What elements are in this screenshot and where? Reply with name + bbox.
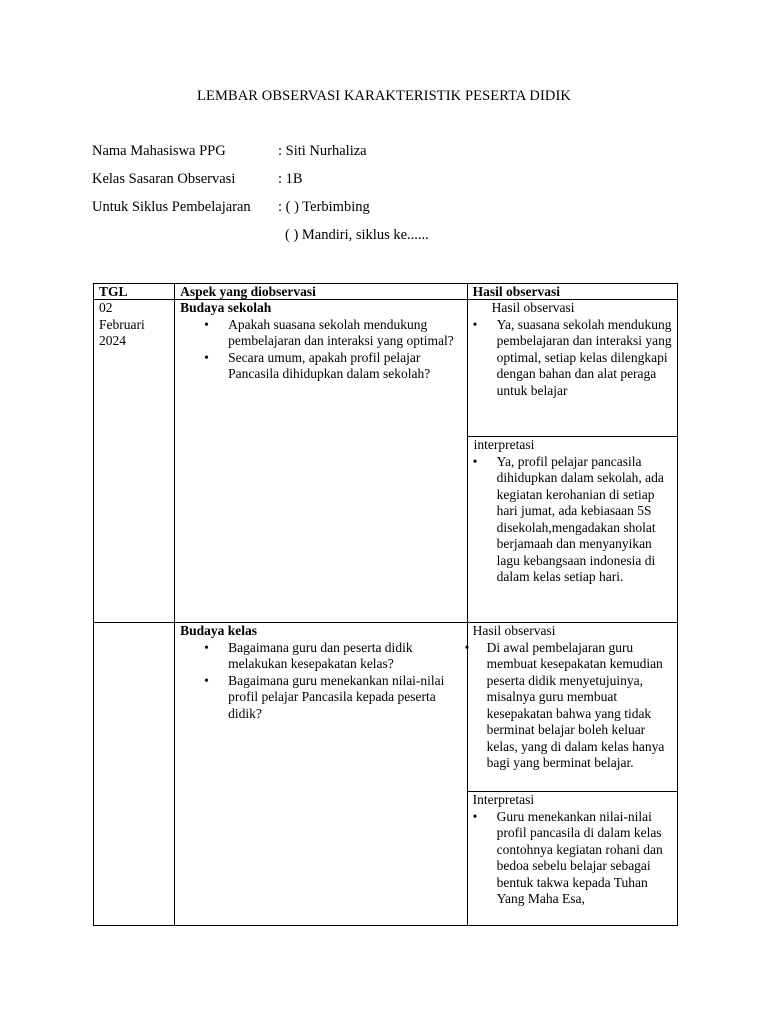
interpretasi-list: [473, 454, 672, 586]
list-item: • Di awal pembelajaran guru membuat kesepakatan kemudian peserta didik menyetujuinya, misalnya guru membuat kesepakatan bahwa yang tidak berminat belajar boleh keluar kelas, yang di dalam kelas hanya bagi yang berminat belajar.: [487, 640, 672, 772]
header-hasil: Hasil observasi: [467, 284, 677, 300]
info-siklus: [92, 199, 370, 216]
interpretasi-label: Interpretasi: [472, 792, 535, 807]
aspek-title: Budaya kelas: [180, 623, 258, 638]
info-kelas-value: : 1B: [278, 171, 303, 187]
hasil-label: Hasil observasi: [491, 300, 575, 315]
cell-hasil: [467, 300, 677, 623]
aspek-list: [180, 640, 462, 723]
header-tgl: TGL: [94, 284, 175, 300]
info-nama-value: : Siti Nurhaliza: [278, 143, 367, 159]
interpretasi-section: [473, 792, 672, 908]
cell-aspek: [175, 300, 468, 623]
list-item: • Ya, suasana sekolah mendukung pembelajaran dan interaksi yang optimal, setiap kelas dilengkapi dengan bahan dan alat peraga untuk belajar: [497, 317, 672, 400]
info-siklus-label: Untuk Siklus Pembelajaran: [92, 199, 251, 215]
table-row: [94, 300, 678, 623]
tgl-year: 2024: [99, 333, 126, 348]
table-header-row: [94, 284, 678, 300]
hasil-section: [473, 623, 672, 791]
list-item: • Bagaimana guru dan peserta didik melakukan kesepakatan kelas?: [228, 640, 462, 673]
hasil-section: [473, 300, 672, 436]
cell-tgl: [94, 623, 175, 926]
info-nama: [92, 143, 367, 160]
hasil-list: [473, 640, 672, 772]
cell-aspek: [175, 623, 468, 926]
hasil-label: Hasil observasi: [472, 623, 556, 638]
aspek-title: Budaya sekolah: [180, 300, 272, 315]
list-item: • Bagaimana guru menekankan nilai-nilai profil pelajar Pancasila kepada peserta didik?: [228, 673, 462, 723]
table-row: [94, 623, 678, 926]
cell-hasil: [467, 623, 677, 926]
interpretasi-section: [473, 437, 672, 586]
header-aspek: Aspek yang diobservasi: [175, 284, 468, 300]
observation-table: [93, 283, 678, 926]
list-item: • Secara umum, apakah profil pelajar Pancasila dihidupkan dalam sekolah?: [228, 350, 462, 383]
info-siklus-mandiri: ( ) Mandiri, siklus ke......: [285, 227, 429, 243]
document-title: LEMBAR OBSERVASI KARAKTERISTIK PESERTA DIDIK: [197, 88, 571, 104]
info-nama-label: Nama Mahasiswa PPG: [92, 143, 226, 159]
cell-tgl: [94, 300, 175, 623]
list-item: • Apakah suasana sekolah mendukung pembelajaran dan interaksi yang optimal?: [228, 317, 462, 350]
info-siklus-value: : ( ) Terbimbing: [278, 199, 370, 215]
interpretasi-list: [473, 809, 672, 908]
list-item: • Ya, profil pelajar pancasila dihidupkan dalam sekolah, ada kegiatan kerohanian di setiap hari jumat, ada kebiasaan 5S disekolah,mengadakan sholat berjamaah dan menyanyikan lagu kebangsaan indonesia di dalam kelas setiap hari.: [497, 454, 672, 586]
interpretasi-label: interpretasi: [473, 437, 535, 452]
hasil-list: [473, 317, 672, 400]
aspek-list: [180, 317, 462, 383]
tgl-day: 02: [99, 300, 113, 315]
info-kelas: [92, 171, 303, 188]
list-item: • Guru menekankan nilai-nilai profil pancasila di dalam kelas contohnya kegiatan rohani dan bedoa sebelu belajar sebagai bentuk takwa kepada Tuhan Yang Maha Esa,: [497, 809, 672, 908]
info-kelas-label: Kelas Sasaran Observasi: [92, 171, 236, 187]
tgl-month: Februari: [99, 316, 145, 332]
